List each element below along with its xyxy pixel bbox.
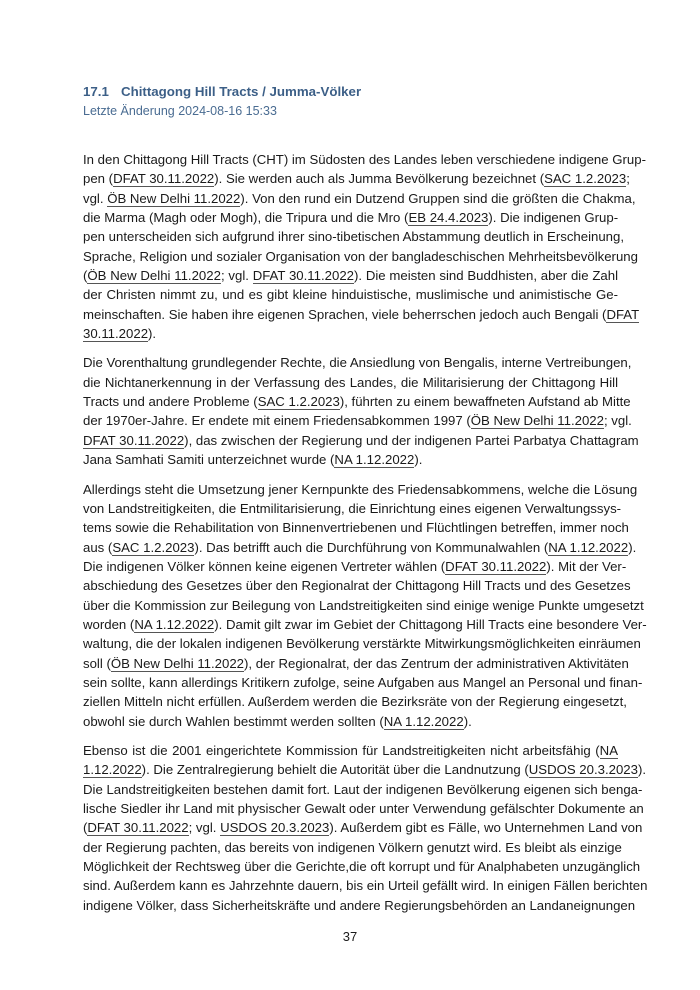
text-line bbox=[83, 760, 647, 779]
text-line bbox=[83, 654, 629, 673]
text-line bbox=[83, 324, 618, 343]
text-run: sein sollte, kann allerdings Kritikern zufolge, seine Aufgaben aus Mangel an Personal und finan- bbox=[83, 674, 643, 690]
text-line bbox=[83, 557, 627, 576]
text-line bbox=[83, 411, 632, 430]
text-run: ; vgl. bbox=[188, 820, 221, 836]
text-run: ). Die indigenen Grup- bbox=[488, 210, 619, 226]
source-citation-link[interactable]: SAC 1.2.2023 bbox=[112, 539, 195, 555]
source-citation-link[interactable]: USDOS 20.3.2023 bbox=[528, 762, 638, 778]
text-run: tems sowie die Rehabilitation von Binnenvertriebenen und Flüchtlingen betreffen, immer noch bbox=[83, 520, 629, 536]
text-line bbox=[83, 838, 622, 857]
text-line bbox=[83, 896, 636, 915]
text-run: ). bbox=[148, 326, 157, 342]
text-run: soll ( bbox=[83, 655, 111, 671]
source-citation-link[interactable]: NA 1.12.2022 bbox=[383, 713, 464, 729]
text-run: abschiedung des Gesetzes über den Regionalrat der Chittagong Hill Tracts und des Gesetzes bbox=[83, 578, 631, 594]
text-run: obwohl sie durch Wahlen bestimmt werden sollten ( bbox=[83, 713, 384, 729]
text-run: pen unterscheiden sich aufgrund ihrer sino-tibetischen Abstammung deutlich in Erscheinung, bbox=[83, 229, 625, 245]
source-citation-link[interactable]: DFAT bbox=[606, 306, 640, 322]
text-line bbox=[83, 227, 625, 246]
text-run: ( bbox=[83, 820, 88, 836]
paragraph bbox=[83, 150, 646, 343]
text-line bbox=[83, 799, 644, 818]
text-line bbox=[83, 189, 636, 208]
text-line bbox=[83, 673, 643, 692]
text-run: ; bbox=[626, 171, 630, 187]
section-title: Chittagong Hill Tracts / Jumma-Völker bbox=[121, 84, 362, 99]
text-run: Ebenso ist die 2001 eingerichtete Kommission für Landstreitigkeiten nicht arbeitsfähig ( bbox=[83, 742, 600, 758]
text-line bbox=[83, 857, 641, 876]
text-run: von Landstreitigkeiten, die Entmilitarisierung, die Einrichtung eines eigenen Verwaltungssys- bbox=[83, 500, 622, 516]
text-line bbox=[83, 538, 637, 557]
text-run: ). Mit der Ver- bbox=[546, 558, 627, 574]
text-run: ( bbox=[83, 268, 88, 284]
text-run: Möglichkeit der Rechtsweg über die Gerichte,die oft korrupt und für Analphabeten unzugänglich bbox=[83, 859, 641, 875]
text-run: ; vgl. bbox=[220, 268, 253, 284]
document-body bbox=[83, 150, 648, 925]
text-line bbox=[83, 876, 648, 895]
text-run: aus ( bbox=[83, 539, 113, 555]
source-citation-link[interactable]: ÖB New Delhi 11.2022 bbox=[110, 655, 245, 671]
source-citation-link[interactable]: ÖB New Delhi 11.2022 bbox=[470, 413, 604, 429]
text-line bbox=[83, 373, 618, 392]
source-citation-link[interactable]: DFAT 30.11.2022 bbox=[113, 171, 215, 187]
text-run: ). Die meisten sind Buddhisten, aber die Zahl bbox=[354, 268, 618, 284]
text-run: der Christen nimmt zu, und es gibt kleine hinduistische, muslimische und animistische Ge- bbox=[83, 287, 618, 303]
text-run: ). bbox=[463, 713, 472, 729]
text-run: meinschaften. Sie haben ihre eigenen Sprachen, viele beherrschen jedoch auch Bengali ( bbox=[83, 306, 607, 322]
text-line bbox=[83, 450, 618, 469]
text-run: Allerdings steht die Umsetzung jener Kernpunkte des Friedensabkommens, welche die Lösung bbox=[83, 481, 638, 497]
text-run: ). bbox=[414, 452, 423, 468]
text-run: worden ( bbox=[83, 616, 135, 632]
text-line bbox=[83, 741, 618, 760]
source-citation-link[interactable]: NA bbox=[599, 742, 618, 758]
text-run: ). Damit gilt zwar im Gebiet der Chittagong Hill Tracts eine besondere Ver- bbox=[214, 616, 647, 632]
text-line bbox=[83, 285, 618, 304]
text-run: ). Das betrifft auch die Durchführung von Kommunalwahlen ( bbox=[194, 539, 549, 555]
text-run: In den Chittagong Hill Tracts (CHT) im Südosten des Landes leben verschiedene indigene Grup- bbox=[83, 152, 646, 167]
paragraph bbox=[83, 480, 647, 731]
text-run: ). bbox=[628, 539, 637, 555]
text-run: Sprache, Religion und sozialer Organisation von der bangladeschischen Mehrheitsbevölkerung bbox=[83, 248, 638, 264]
text-run: indigene Völker, dass Sicherheitskräfte und andere Regierungsbehörden an Landaneignungen bbox=[83, 897, 636, 913]
source-citation-link[interactable]: ÖB New Delhi 11.2022 bbox=[87, 268, 221, 284]
text-line bbox=[83, 692, 627, 711]
source-citation-link[interactable]: SAC 1.2.2023 bbox=[257, 394, 340, 410]
text-run: die Marma (Magh oder Mogh), die Tripura und die Mro ( bbox=[83, 210, 409, 226]
text-line bbox=[83, 518, 629, 537]
text-run: ). Sie werden auch als Jumma Bevölkerung bezeichnet ( bbox=[214, 171, 545, 187]
text-line bbox=[83, 392, 631, 411]
source-citation-link[interactable]: NA 1.12.2022 bbox=[134, 616, 215, 632]
text-run: über die Kommission zur Beilegung von Landstreitigkeiten sind einige wenige Punkte umgesetzt bbox=[83, 597, 644, 613]
text-run: ). bbox=[637, 762, 647, 778]
last-change-date: Letzte Änderung 2024-08-16 15:33 bbox=[83, 104, 277, 118]
text-line bbox=[83, 499, 622, 518]
source-citation-link[interactable]: USDOS 20.3.2023 bbox=[220, 820, 330, 836]
source-citation-link[interactable]: DFAT 30.11.2022 bbox=[445, 558, 547, 574]
text-run: Tracts und andere Probleme ( bbox=[83, 394, 258, 410]
text-line bbox=[83, 353, 632, 372]
paragraph bbox=[83, 353, 639, 469]
text-run: ), das zwischen der Regierung und der indigenen Partei Parbatya Chattagram bbox=[184, 432, 639, 448]
text-run: ), der Regionalrat, der das Zentrum der administrativen Aktivitäten bbox=[244, 655, 629, 671]
text-line bbox=[83, 596, 644, 615]
source-citation-link[interactable]: 30.11.2022 bbox=[83, 326, 149, 342]
text-run: die Nichtanerkennung in der Verfassung des Landes, die Militarisierung der Chittagong Hill bbox=[83, 374, 618, 390]
text-line bbox=[83, 208, 618, 227]
text-line bbox=[83, 818, 643, 837]
source-citation-link[interactable]: EB 24.4.2023 bbox=[408, 210, 489, 226]
source-citation-link[interactable]: NA 1.12.2022 bbox=[548, 539, 629, 555]
text-run: ). Die Zentralregierung behielt die Autorität über die Landnutzung ( bbox=[141, 762, 529, 778]
text-line bbox=[83, 712, 618, 731]
text-run: Die Landstreitigkeiten bestehen damit fort. Laut der indigenen Bevölkerung eigenen sich benga- bbox=[83, 781, 643, 797]
text-line bbox=[83, 615, 647, 634]
section-heading bbox=[83, 84, 361, 99]
text-run: waltung, die der lokalen indigenen Bevölkerung verstärkte Mitwirkungsmöglichkeiten einräumen bbox=[83, 636, 641, 652]
text-line bbox=[83, 431, 639, 450]
text-line bbox=[83, 634, 641, 653]
text-run: ), führten zu einem bewaffneten Aufstand ab Mitte bbox=[339, 394, 631, 410]
page-number: 37 bbox=[342, 929, 358, 944]
text-run: Jana Samhati Samiti unterzeichnet wurde ( bbox=[83, 452, 335, 468]
text-run: ; vgl. bbox=[603, 413, 632, 429]
text-line bbox=[83, 247, 638, 266]
text-line bbox=[83, 266, 618, 285]
text-run: pen ( bbox=[83, 171, 114, 187]
text-line bbox=[83, 576, 631, 595]
text-run: ). Von den rund ein Dutzend Gruppen sind die größten die Chakma, bbox=[240, 190, 636, 206]
section-number: 17.1 bbox=[83, 84, 109, 99]
text-run: lische Siedler ihr Land mit physischer Gewalt oder unter Verwendung gefälschter Dokumente an bbox=[83, 801, 644, 816]
source-citation-link[interactable]: DFAT 30.11.2022 bbox=[252, 268, 354, 284]
source-citation-link[interactable]: ÖB New Delhi 11.2022 bbox=[107, 190, 241, 206]
text-line bbox=[83, 150, 646, 169]
text-run: sind. Außerdem kann es Jahrzehnte dauern, bis ein Urteil gefällt wird. In einigen Fällen berichten bbox=[83, 878, 648, 894]
text-run: der Regierung pachten, das bereits von indigenen Völkern genutzt wird. Es bleibt als einzige bbox=[83, 839, 622, 855]
text-run: vgl. bbox=[83, 190, 108, 206]
paragraph bbox=[83, 741, 648, 915]
text-run: Die Vorenthaltung grundlegender Rechte, die Ansiedlung von Bengalis, interne Vertreibungen, bbox=[83, 355, 632, 371]
source-citation-link[interactable]: DFAT 30.11.2022 bbox=[83, 432, 185, 448]
text-run: Die indigenen Völker können keine eigenen Vertreter wählen ( bbox=[83, 558, 446, 574]
text-line bbox=[83, 780, 643, 799]
source-citation-link[interactable]: NA 1.12.2022 bbox=[334, 452, 415, 468]
source-citation-link[interactable]: SAC 1.2.2023 bbox=[544, 171, 627, 187]
text-line bbox=[83, 305, 640, 324]
source-citation-link[interactable]: DFAT 30.11.2022 bbox=[87, 820, 189, 836]
text-line bbox=[83, 169, 630, 188]
text-run: der 1970er-Jahre. Er endete mit einem Friedensabkommen 1997 ( bbox=[83, 413, 471, 429]
source-citation-link[interactable]: 1.12.2022 bbox=[83, 762, 142, 778]
text-run: ). Außerdem gibt es Fälle, wo Unternehmen Land von bbox=[329, 820, 643, 836]
text-run: ziellen Mitteln nicht erfüllen. Außerdem werden die Bezirksräte von der Regierung eingesetzt, bbox=[83, 694, 627, 710]
text-line bbox=[83, 480, 638, 499]
